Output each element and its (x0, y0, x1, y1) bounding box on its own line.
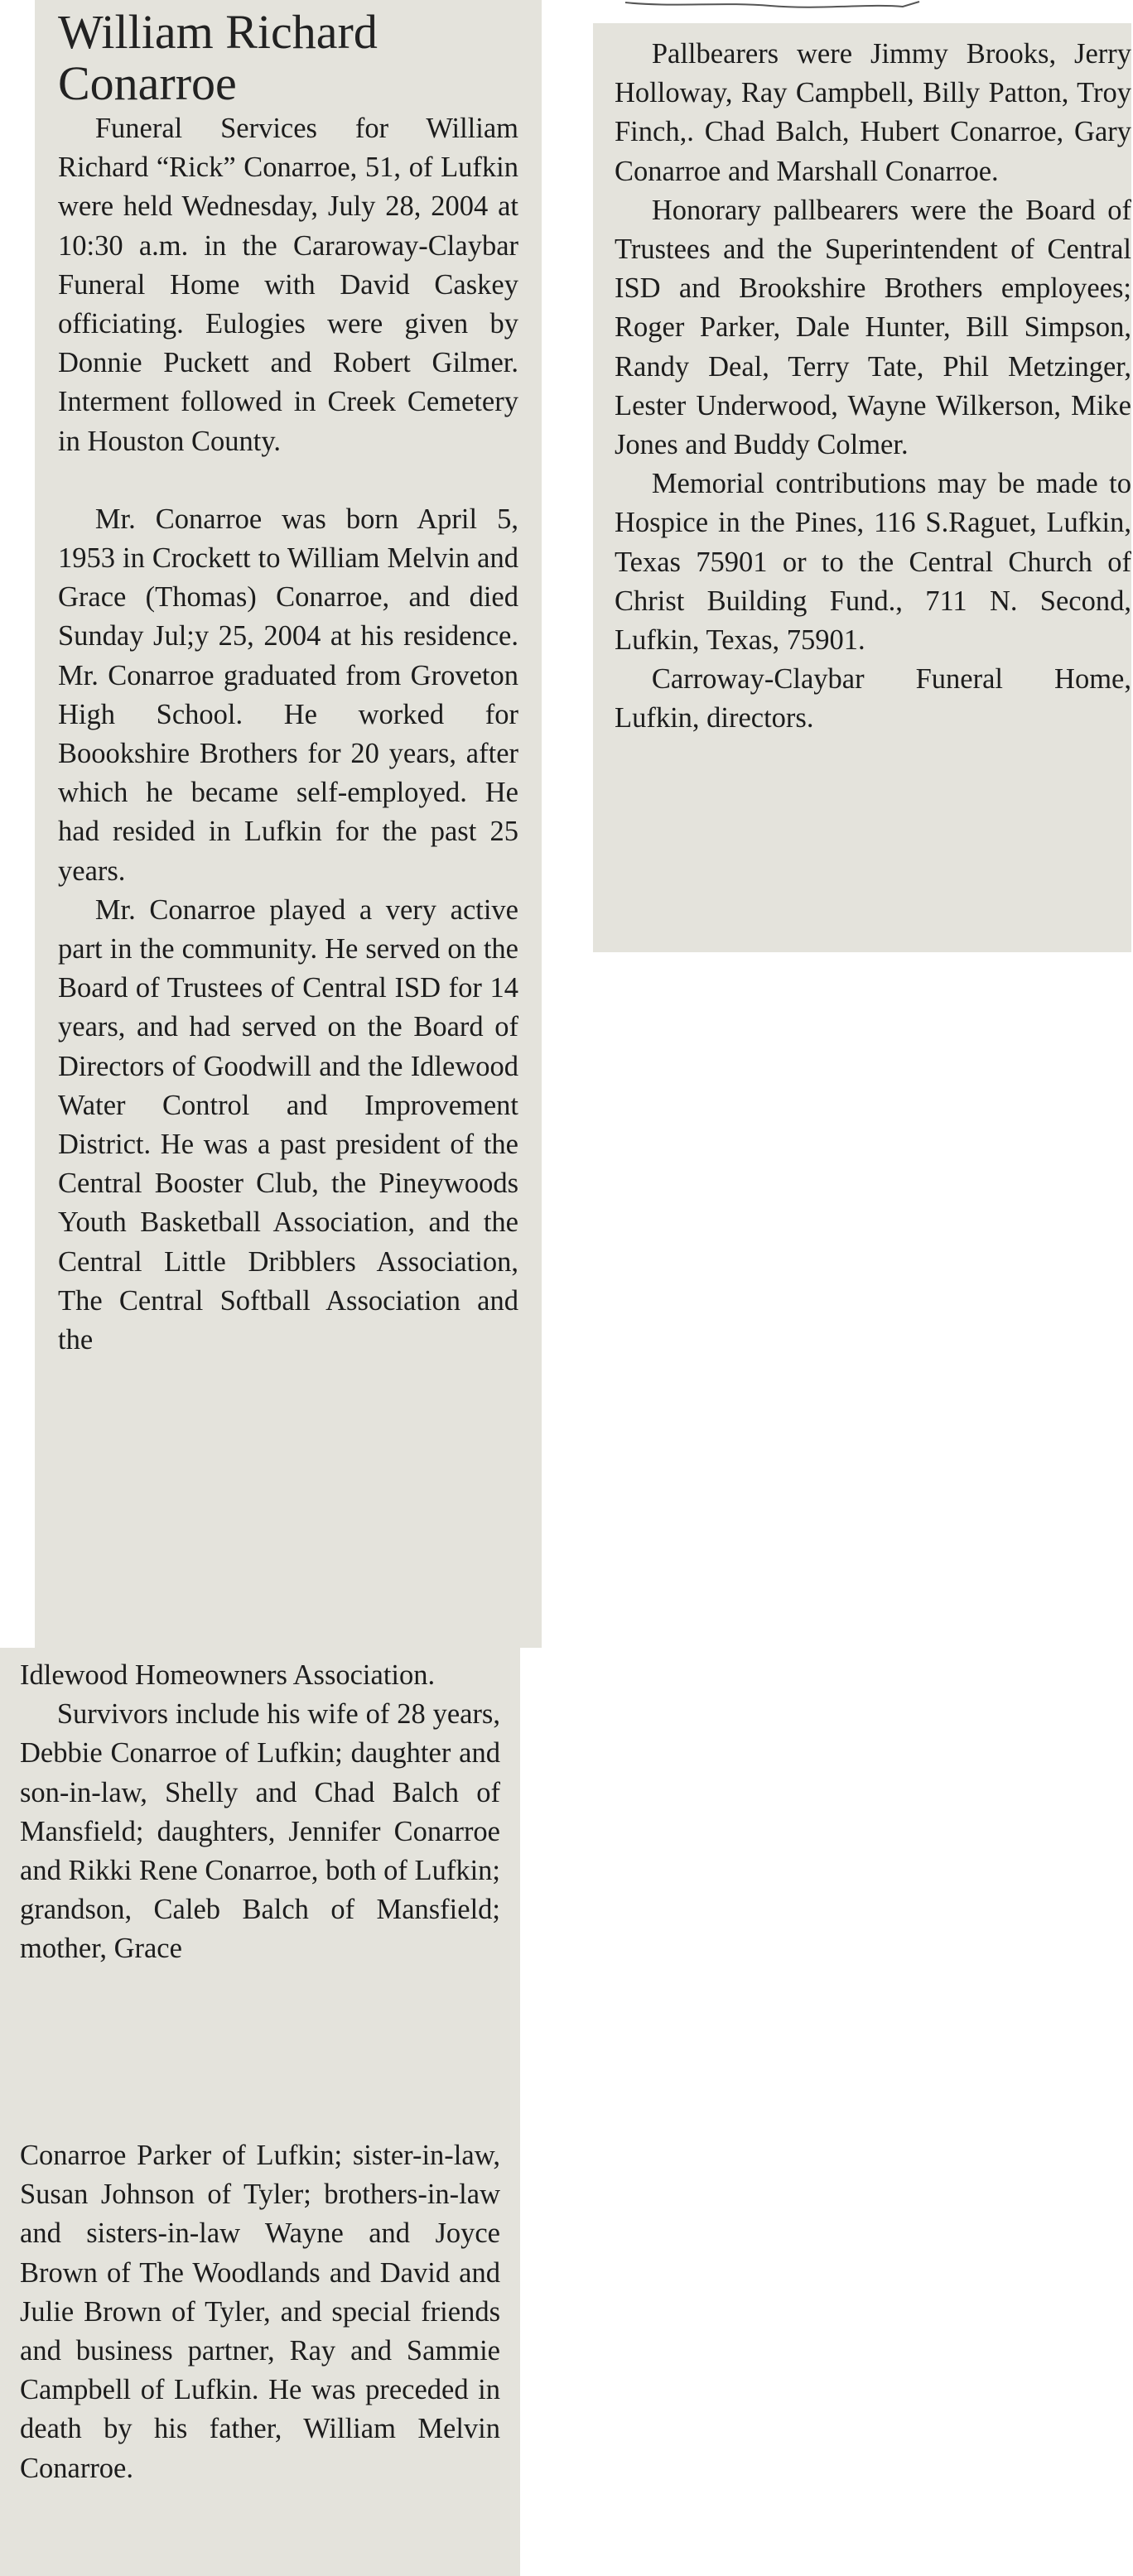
handwritten-mark (621, 0, 969, 12)
obituary-clipping-column-1 (35, 0, 542, 1648)
obituary-clipping-column-4 (593, 23, 1131, 952)
pallbearers-paragraph: Pallbearers were Jimmy Brooks, Jerry Holloway, Ray Campbell, Billy Patton, Troy Finch,. Chad Balch, Hubert Conarroe, Gary Conarroe and Marshall Conarroe. (615, 38, 1131, 187)
funeral-home-directors-paragraph: Carroway-Claybar Funeral Home, Lufkin, directors. (615, 663, 1131, 734)
survivors-paragraph: Survivors include his wife of 28 years, Debbie Conarroe of Lufkin; daughter and son-in-law, Shelly and Chad Balch of Mansfield; daughters, Jennifer Conarroe and Rikki Rene Conarroe, both of Lufkin; grandson, Caleb Balch of Mansfield; mother, Grace (20, 1698, 500, 1965)
funeral-services-paragraph: Funeral Services for William Richard “Rick” Conarroe, 51, of Lufkin were held Wednesday, July 28, 2004 at 10:30 a.m. in the Cararoway-Claybar Funeral Home with David Caskey officiating. Eulogies were given by Donnie Puckett and Robert Gilmer. Interment followed in Creek Cemetery in Houston County. (58, 113, 518, 457)
biography-paragraph: Mr. Conarroe was born April 5, 1953 in Crockett to William Melvin and Grace (Thomas) Conarroe, and died Sunday Jul;y 25, 2004 at his residence. Mr. Conarroe graduated from Groveton High School. He worked for Boookshire Brothers for 20 years, after which he became self-employed. He had resided in Lufkin for the past 25 years. (58, 503, 518, 887)
memorial-contributions-paragraph: Memorial contributions may be made to Hospice in the Pines, 116 S.Raguet, Lufkin, Texas 75901 or to the Central Church of Christ Building Fund., 711 N. Second, Lufkin, Texas, 75901. (615, 468, 1131, 657)
honorary-pallbearers-paragraph: Honorary pallbearers were the Board of Trustees and the Superintendent of Central ISD and Brookshire Brothers employees; Roger Parker, Dale Hunter, Bill Simpson, Randy Deal, Terry Tate, Phil Metzinger, Lester Underwood, Wayne Wilkerson, Mike Jones and Buddy Colmer. (615, 194, 1131, 461)
headline-line-1: William Richard (58, 5, 378, 59)
survivors-paragraph-continued: Conarroe Parker of Lufkin; sister-in-law, Susan Johnson of Tyler; brothers-in-law and sisters-in-law Wayne and Joyce Brown of The Woodlands and David and Julie Brown of Tyler, and special friends and business partner, Ray and Sammie Campbell of Lufkin. He was preceded in death by his father, William Melvin Conarroe. (20, 2140, 500, 2484)
obituary-clipping-column-2 (0, 1648, 520, 2111)
headline-line-2: Conarroe (58, 56, 237, 110)
obituary-headline (58, 7, 518, 109)
community-paragraph-continued: Idlewood Homeowners Association. (20, 1659, 436, 1691)
community-paragraph: Mr. Conarroe played a very active part in the community. He served on the Board of Trustees of Central ISD for 14 years, and had served on the Board of Directors of Goodwill and the Idlewood Water Control and Improvement District. He was a past president of the Central Booster Club, the Pineywoods Youth Basketball Association, and the Central Little Dribblers Association, The Central Softball Association and the (58, 893, 518, 1356)
obituary-clipping-column-3 (0, 2111, 520, 2576)
